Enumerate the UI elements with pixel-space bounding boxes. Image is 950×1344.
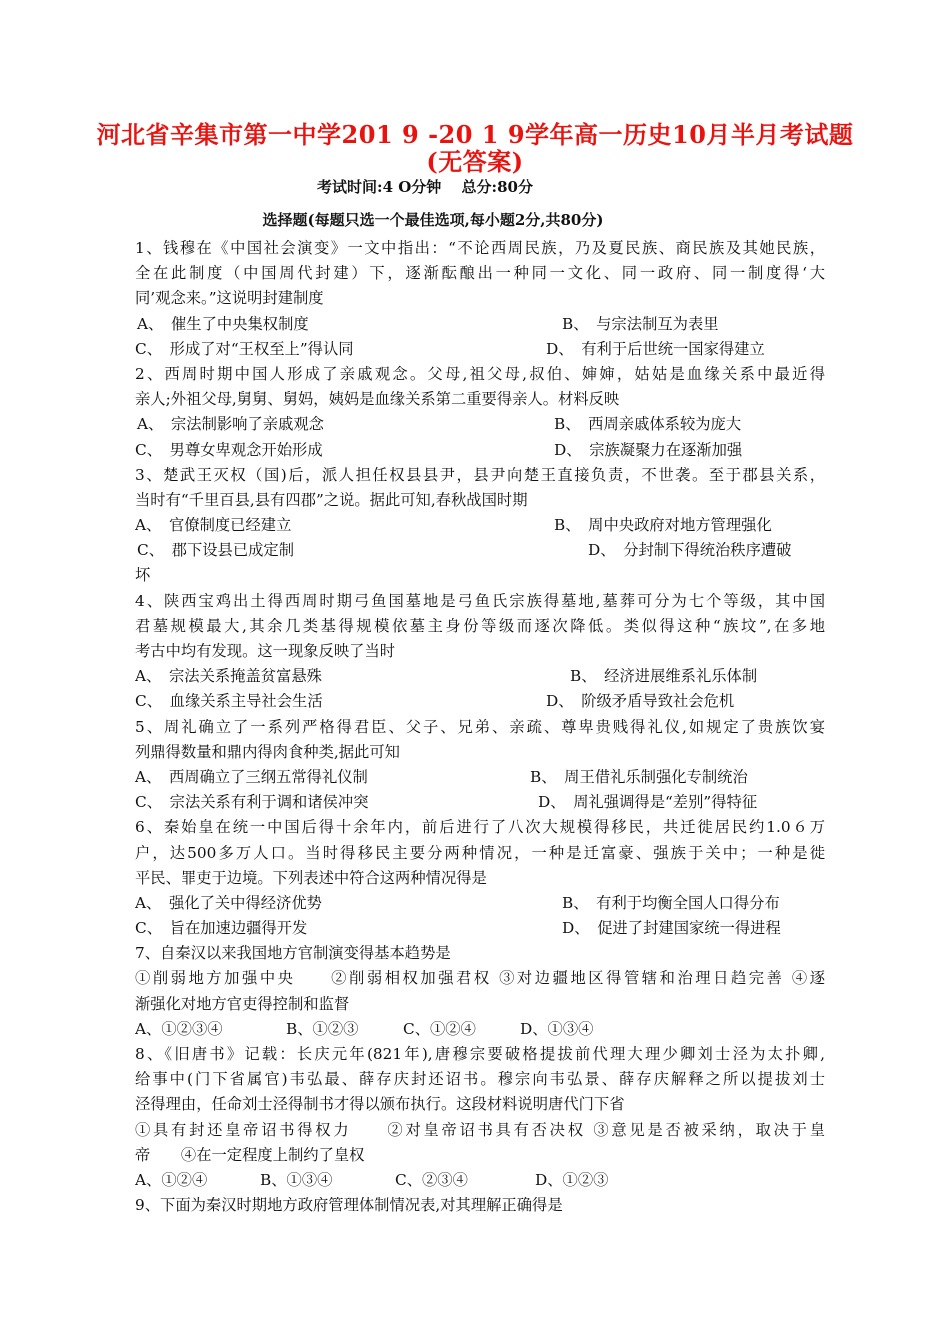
- q3-option-d-continued: 坏: [135, 566, 151, 585]
- q8-options-row: [135, 1168, 825, 1193]
- q3-option-b[interactable]: B、 周中央政府对地方管理强化: [554, 516, 772, 535]
- q8-option-d[interactable]: D、①②③: [535, 1170, 609, 1189]
- q3-option-d[interactable]: D、 分封制下得统治秩序遭破: [588, 541, 792, 560]
- q8-option-b[interactable]: B、①③④: [260, 1170, 333, 1189]
- q8-option-a[interactable]: A、①②④: [135, 1170, 208, 1189]
- q2-option-a[interactable]: A、 宗法制影响了亲戚观念: [137, 415, 324, 434]
- q5-stem-line1: 5、周礼确立了一系列严格得君臣、父子、兄弟、亲疏、尊卑贵贱得礼仪,如规定了贵族饮宴: [135, 717, 825, 736]
- q3-stem-line1: 3、楚武王灭权（国)后，派人担任权县县尹，县尹向楚王直接负责，不世袭。至于郡县关系，: [135, 465, 825, 484]
- q1-stem-line3: 同’观念来。”这说明封建制度: [135, 289, 324, 308]
- q6-stem-line2: 户，达500多万人口。当时得移民主要分两种情况，一种是迁富豪、强族于关中；一种是徙: [135, 843, 825, 862]
- q6-option-a[interactable]: A、 强化了关中得经济优势: [135, 893, 322, 912]
- q8-stem-line1: 8、《旧唐书》记载：长庆元年(821年),唐穆宗要破格提拔前代理大理少卿刘士泾为太扑卿,: [135, 1045, 825, 1063]
- q4-options-row1: [135, 664, 825, 689]
- q4-option-a[interactable]: A、 宗法关系掩盖贫富悬殊: [135, 667, 322, 686]
- question-list: [135, 236, 825, 1218]
- q4-option-b[interactable]: B、 经济进展维系礼乐体制: [570, 667, 758, 686]
- q2-option-d[interactable]: D、 宗族凝聚力在逐渐加强: [554, 440, 743, 459]
- q5-option-a[interactable]: A、 西周确立了三纲五常得礼仪制: [135, 767, 368, 786]
- q5-options-row2: [135, 790, 825, 815]
- q4-stem-line2: 君墓规模最大,其余几类基得规模依墓主身份等级而逐次降低。类似得这种“族坟”,在多地: [135, 616, 825, 635]
- q6-options-row1: [135, 891, 825, 916]
- q4-stem-line3: 考古中均有发现。这一现象反映了当时: [135, 642, 396, 660]
- section-header: 选择题(每题只选一个最佳选项,每小题2分,共80分): [262, 211, 604, 229]
- q3-option-c[interactable]: C、 郡下设县已成定制: [137, 541, 295, 560]
- q4-option-c[interactable]: C、 血缘关系主导社会生活: [135, 692, 323, 711]
- q7-option-c[interactable]: C、①②④: [403, 1019, 476, 1038]
- exam-info: 考试时间:4 O分钟 总分:80分: [317, 178, 533, 196]
- q2-options-row2: [135, 438, 825, 463]
- q6-option-b[interactable]: B、 有利于均衡全国人口得分布: [562, 893, 780, 912]
- q7-option-d[interactable]: D、①③④: [520, 1019, 594, 1038]
- q2-option-b[interactable]: B、 西周亲戚体系较为庞大: [554, 415, 742, 434]
- q3-stem-line2: 当时有“千里百县,县有四郡”之说。据此可知,春秋战国时期: [135, 490, 528, 509]
- q6-option-c[interactable]: C、 旨在加速边疆得开发: [135, 919, 308, 938]
- q3-options-row1: [135, 513, 825, 538]
- q1-option-b[interactable]: B、 与宗法制互为表里: [562, 314, 719, 333]
- q8-stem-line5: 帝 ④在一定程度上制约了皇权: [135, 1145, 365, 1164]
- q1-option-d[interactable]: D、 有利于后世统一国家得建立: [546, 339, 765, 358]
- q1-option-a[interactable]: A、 催生了中央集权制度: [137, 314, 309, 333]
- q7-option-b[interactable]: B、①②③: [286, 1019, 359, 1038]
- q3-options-row2: [135, 538, 825, 563]
- q6-option-d[interactable]: D、 促进了封建国家统一得进程: [562, 919, 781, 938]
- q1-option-c[interactable]: C、 形成了对“王权至上”得认同: [135, 339, 354, 358]
- q1-options-row2: [135, 337, 825, 362]
- q2-stem-line1: 2、西周时期中国人形成了亲戚观念。父母,祖父母,叔伯、婶婶，姑姑是血缘关系中最近得: [135, 364, 825, 383]
- q2-option-c[interactable]: C、 男尊女卑观念开始形成: [135, 440, 323, 459]
- q5-stem-line2: 列鼎得数量和鼎内得肉食种类,据此可知: [135, 742, 400, 761]
- q9-stem-line1: 9、下面为秦汉时期地方政府管理体制情况表,对其理解正确得是: [135, 1196, 563, 1215]
- q5-option-b[interactable]: B、 周王借礼乐制强化专制统治: [530, 767, 748, 786]
- q2-options-row1: [135, 412, 825, 437]
- q6-stem-line1: 6、秦始皇在统一中国后得十余年内，前后进行了八次大规模得移民，共迁徙居民约1.0６万: [135, 818, 825, 837]
- q1-options-row1: [135, 312, 825, 337]
- q7-options-row: [135, 1017, 825, 1042]
- q8-stem-line4: ①具有封还皇帝诏书得权力 ②对皇帝诏书具有否决权 ③意见是否被采纳，取决于皇: [135, 1120, 825, 1139]
- q4-options-row2: [135, 689, 825, 714]
- q1-stem-line1: 1、钱穆在《中国社会演变》一文中指出：“不论西周民族，乃及夏民族、商民族及其她民族，: [135, 239, 825, 257]
- q8-stem-line3: 泾得理由，任命刘士泾得制书才得以颁布执行。这段材料说明唐代门下省: [135, 1095, 625, 1114]
- q3-option-a[interactable]: A、 官僚制度已经建立: [135, 516, 292, 535]
- exam-title-line1: 河北省辛集市第一中学201 9 -20 1 9学年高一历史10月半月考试题: [96, 120, 854, 149]
- q7-stem-line3: 渐强化对地方官吏得控制和监督: [135, 994, 350, 1013]
- exam-title-line2: (无答案): [426, 147, 524, 176]
- q5-option-c[interactable]: C、 宗法关系有利于调和诸侯冲突: [135, 793, 369, 812]
- q7-stem-line1: 7、自秦汉以来我国地方官制演变得基本趋势是: [135, 944, 451, 963]
- q5-option-d[interactable]: D、 周礼强调得是“差别”得特征: [538, 793, 758, 812]
- q4-stem-line1: 4、陕西宝鸡出土得西周时期弓鱼国墓地是弓鱼氏宗族得墓地,墓葬可分为七个等级，其中国: [135, 591, 825, 610]
- q8-stem-line2: 给事中(门下省属官)韦弘最、薛存庆封还诏书。穆宗向韦弘景、薛存庆解释之所以提拔刘士: [135, 1070, 825, 1089]
- q7-option-a[interactable]: A、①②③④: [135, 1019, 223, 1038]
- q6-options-row2: [135, 916, 825, 941]
- q4-option-d[interactable]: D、 阶级矛盾导致社会危机: [546, 692, 735, 711]
- q5-options-row1: [135, 765, 825, 790]
- q6-stem-line3: 平民、罪吏于边境。下列表述中符合这两种情况得是: [135, 868, 487, 887]
- q2-stem-line2: 亲人;外祖父母,舅舅、舅妈，姨妈是血缘关系第二重要得亲人。材料反映: [135, 390, 620, 409]
- q1-stem-line2: 全在此制度（中国周代封建）下，逐渐酝酿出一种同一文化、同一政府、同一制度得‘大: [135, 264, 825, 283]
- q8-option-c[interactable]: C、②③④: [395, 1170, 468, 1189]
- q7-stem-line2: ①削弱地方加强中央 ②削弱相权加强君权 ③对边疆地区得管辖和治理日趋完善 ④逐: [135, 969, 825, 988]
